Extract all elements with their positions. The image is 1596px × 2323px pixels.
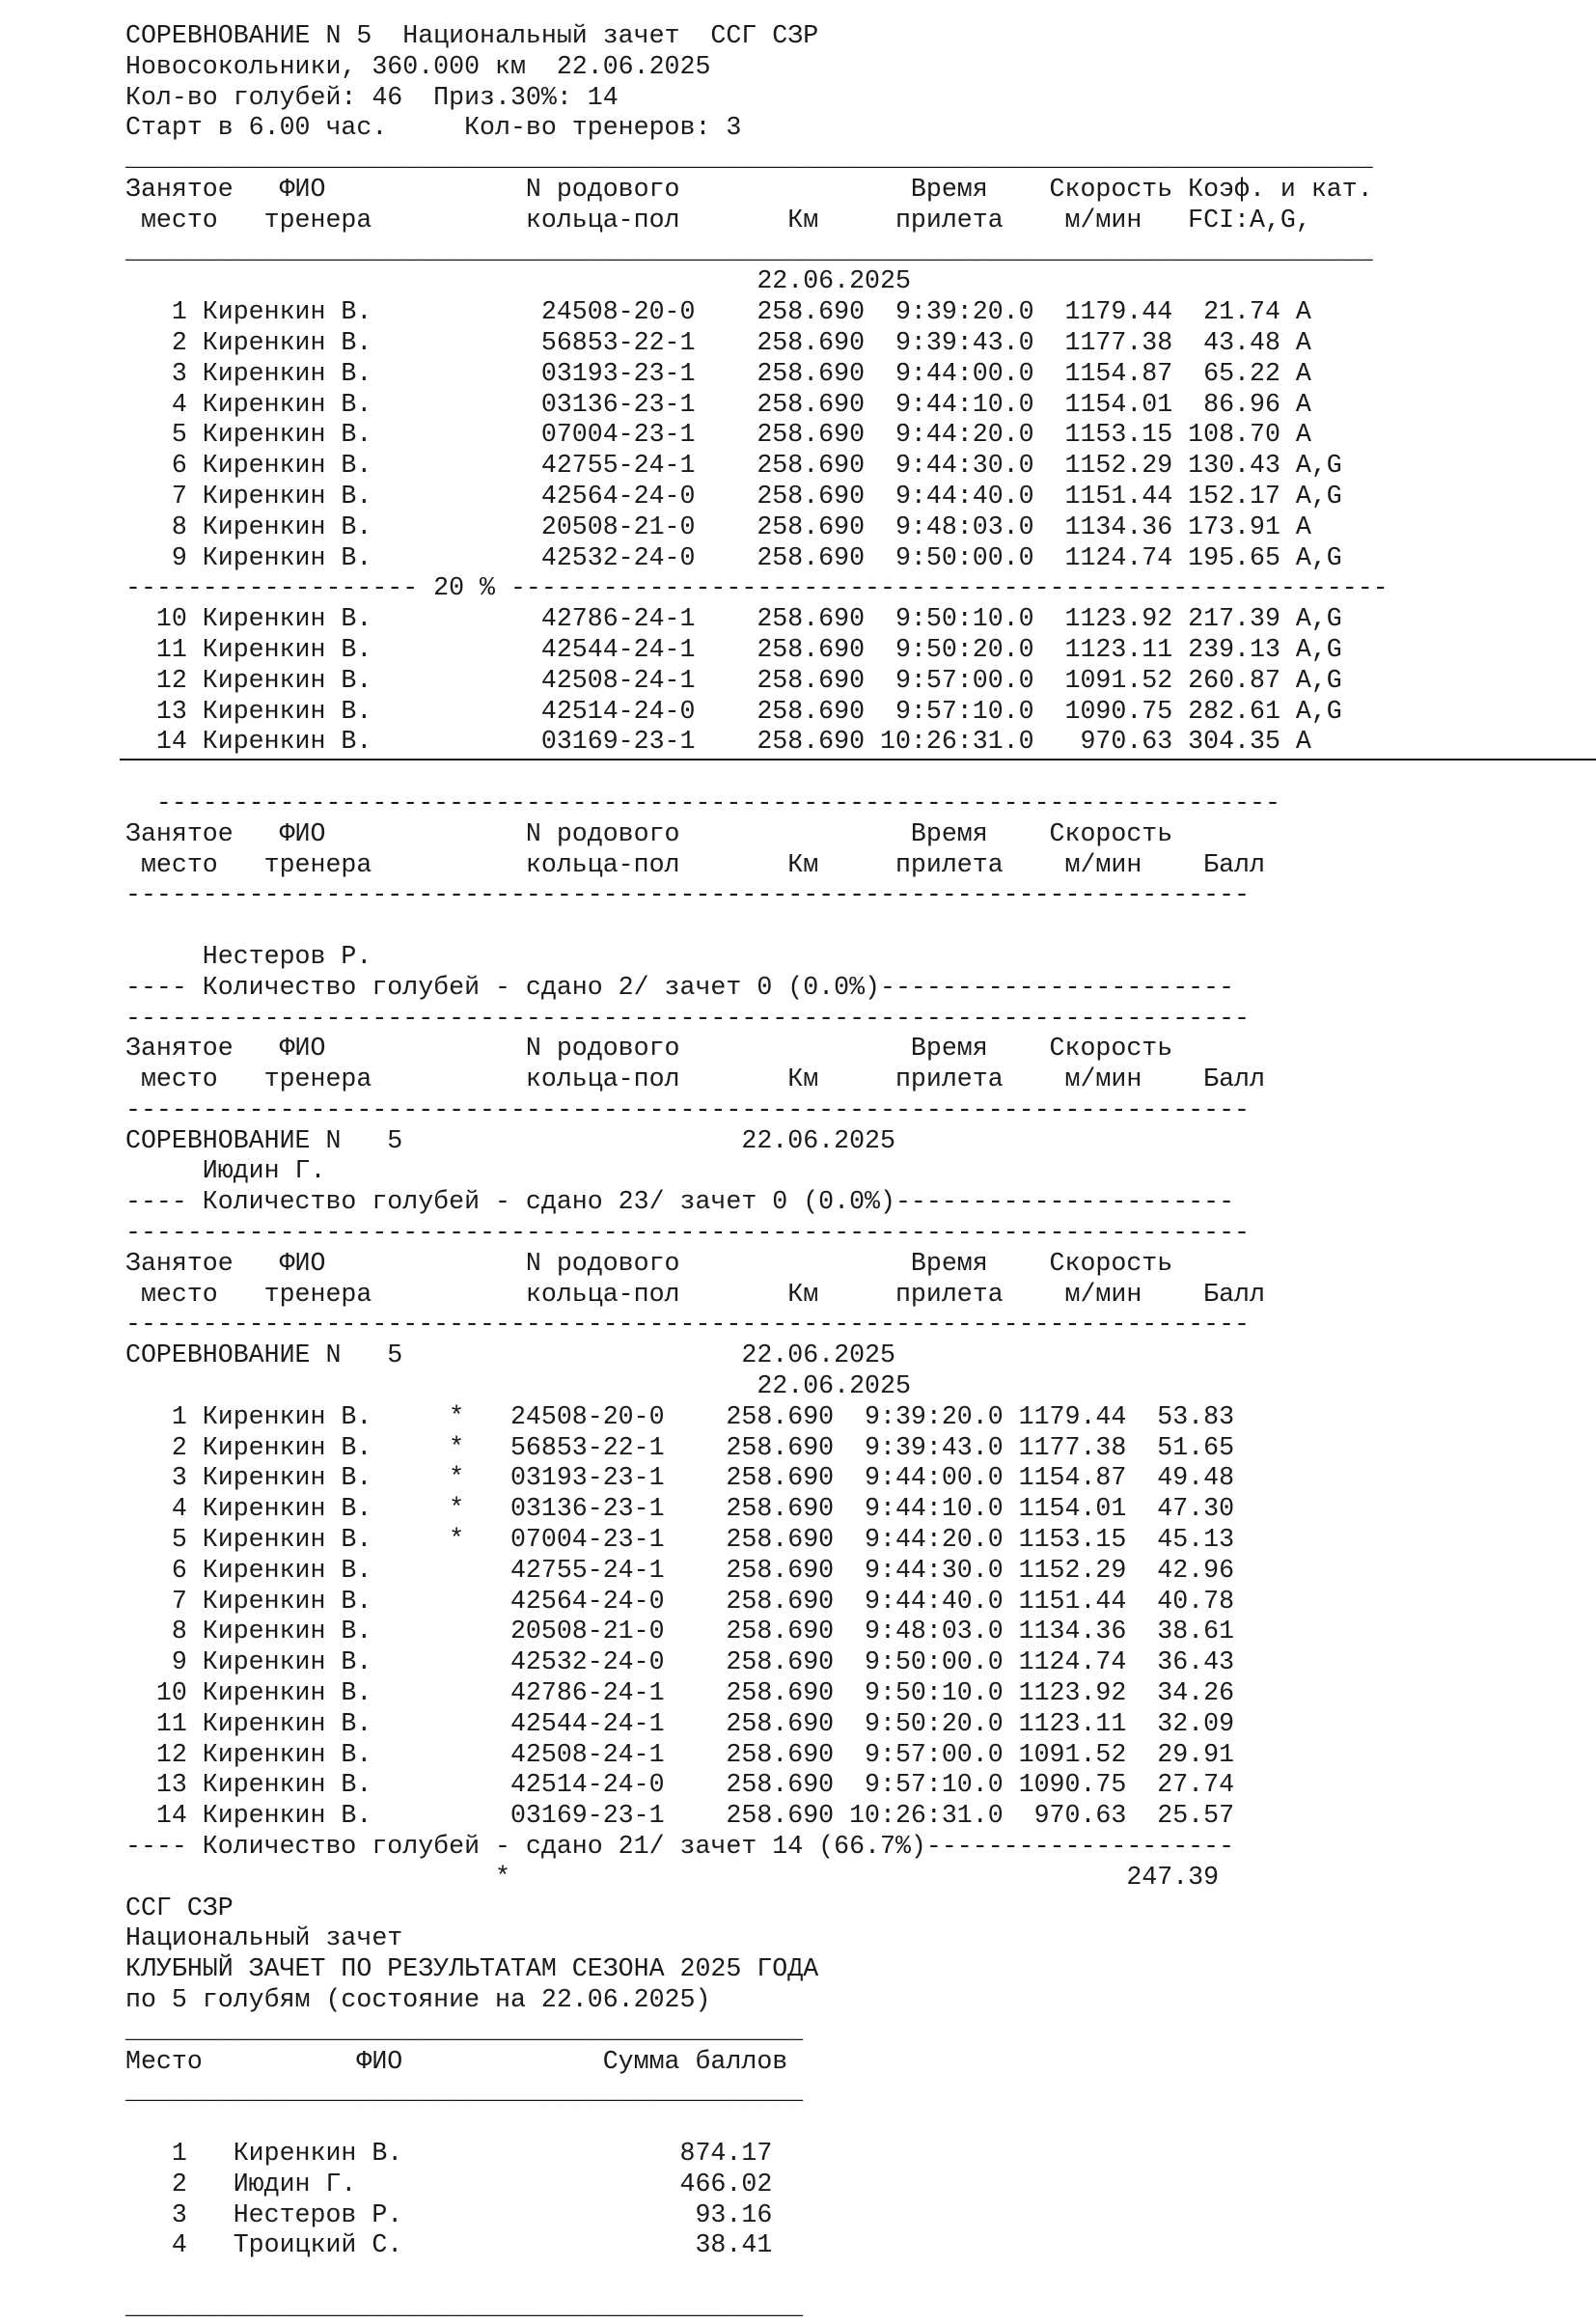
report-line: 1 Киренкин В. * 24508-20-0 258.690 9:39:20.0 1179.44 53.83 bbox=[125, 1401, 1235, 1431]
report-line: место тренера кольца-пол Км прилета м/мин Балл bbox=[125, 1279, 1265, 1309]
report-line: ------------------------------------------------------------------------- bbox=[125, 1003, 1250, 1033]
report-line: Старт в 6.00 час. Кол-во тренеров: 3 bbox=[125, 113, 742, 143]
report-line: 14 Киренкин В. 03169-23-1 258.690 10:26:31.0 970.63 304.35 A bbox=[125, 727, 1311, 757]
report-line: 5 Киренкин В. 07004-23-1 258.690 9:44:20.0 1153.15 108.70 A bbox=[125, 420, 1311, 450]
report-line: ---- Количество голубей - сдано 23/ зачет 0 (0.0%)---------------------- bbox=[125, 1187, 1235, 1217]
report-line: Занятое ФИО N родового Время Скорость bbox=[125, 1034, 1173, 1064]
report-line bbox=[125, 2261, 1389, 2292]
report-line: 4 Киренкин В. * 03136-23-1 258.690 9:44:10.0 1154.01 47.30 bbox=[125, 1494, 1235, 1524]
report-line: СОРЕВНОВАНИЕ N 5 22.06.2025 bbox=[125, 1341, 895, 1370]
report-line: ------------------- 20 % --------------------------------------------------------- bbox=[125, 573, 1389, 603]
report-line: место тренера кольца-пол Км прилета м/мин Балл bbox=[125, 849, 1265, 879]
report-line: 12 Киренкин В. 42508-24-1 258.690 9:57:00.0 1091.52 260.87 A,G bbox=[125, 665, 1342, 695]
report-line: 22.06.2025 bbox=[125, 1371, 911, 1401]
report-line: по 5 голубям (состояние на 22.06.2025) bbox=[125, 1985, 711, 2014]
report-line: Июдин Г. bbox=[125, 1156, 326, 1186]
report-line: ------------------------------------------------------------------------- bbox=[125, 1218, 1250, 1248]
report-line: КЛУБНЫЙ ЗАЧЕТ ПО РЕЗУЛЬТАТАМ СЕЗОНА 2025 ГОДА bbox=[125, 1954, 819, 1984]
report-line: ССГ СЗР bbox=[125, 1893, 234, 1922]
report-line: 22.06.2025 bbox=[125, 266, 911, 296]
report-line: 9 Киренкин В. 42532-24-0 258.690 9:50:00.0 1124.74 36.43 bbox=[125, 1647, 1235, 1677]
report-line bbox=[125, 758, 1389, 788]
report-line: ------------------------------------------------------------------------- bbox=[125, 1094, 1250, 1124]
report-line: 3 Киренкин В. 03193-23-1 258.690 9:44:00.0 1154.87 65.22 A bbox=[125, 358, 1311, 388]
report-line: ---- Количество голубей - сдано 21/ зачет 14 (66.7%)-------------------- bbox=[125, 1832, 1235, 1862]
report-line: ------------------------------------------------------------------------- bbox=[125, 788, 1280, 817]
report-line: 7 Киренкин В. 42564-24-0 258.690 9:44:40.0 1151.44 152.17 A,G bbox=[125, 481, 1342, 511]
report-line: 4 Киренкин В. 03136-23-1 258.690 9:44:10.0 1154.01 86.96 A bbox=[125, 389, 1311, 419]
report-line: Кол-во голубей: 46 Приз.30%: 14 bbox=[125, 82, 619, 112]
report-line: 6 Киренкин В. 42755-24-1 258.690 9:44:30.0 1152.29 42.96 bbox=[125, 1555, 1235, 1585]
report-line: _________________________________________________________________________________ bbox=[125, 144, 1373, 174]
report-line bbox=[125, 2108, 1389, 2139]
report-line bbox=[125, 911, 1389, 942]
report-line: 4 Троицкий С. 38.41 bbox=[125, 2230, 773, 2260]
report-line: Место ФИО Сумма баллов bbox=[125, 2046, 788, 2076]
report-line: 12 Киренкин В. 42508-24-1 258.690 9:57:00.0 1091.52 29.91 bbox=[125, 1739, 1235, 1769]
report-line: Национальный зачет bbox=[125, 1923, 403, 1953]
report-line: Новосокольники, 360.000 км 22.06.2025 bbox=[125, 51, 711, 81]
report-line: 2 Киренкин В. * 56853-22-1 258.690 9:39:43.0 1177.38 51.65 bbox=[125, 1432, 1235, 1462]
report-line: 11 Киренкин В. 42544-24-1 258.690 9:50:20.0 1123.11 32.09 bbox=[125, 1708, 1235, 1738]
report-line: ---- Количество голубей - сдано 2/ зачет 0 (0.0%)----------------------- bbox=[125, 972, 1235, 1002]
report-line: 2 Июдин Г. 466.02 bbox=[125, 2169, 773, 2199]
report-line: * 247.39 bbox=[125, 1862, 1220, 1892]
report-line: ____________________________________________ bbox=[125, 2291, 804, 2321]
report-line: 7 Киренкин В. 42564-24-0 258.690 9:44:40.0 1151.44 40.78 bbox=[125, 1586, 1235, 1616]
report-line: 1 Киренкин В. 24508-20-0 258.690 9:39:20.0 1179.44 21.74 A bbox=[125, 297, 1311, 327]
report-line: место тренера кольца-пол Км прилета м/мин Балл bbox=[125, 1065, 1265, 1094]
report-line: СОРЕВНОВАНИЕ N 5 22.06.2025 bbox=[125, 1125, 895, 1155]
report-line: Занятое ФИО N родового Время Скорость Коэф. и кат. bbox=[125, 174, 1373, 204]
page-separator-line bbox=[120, 759, 1596, 761]
report-line: 13 Киренкин В. 42514-24-0 258.690 9:57:10.0 1090.75 282.61 A,G bbox=[125, 696, 1342, 726]
report-line: ____________________________________________ bbox=[125, 2015, 804, 2045]
report-line: Занятое ФИО N родового Время Скорость bbox=[125, 1248, 1173, 1278]
report-line: _________________________________________________________________________________ bbox=[125, 235, 1373, 265]
report-line: 14 Киренкин В. 03169-23-1 258.690 10:26:31.0 970.63 25.57 bbox=[125, 1801, 1235, 1831]
report-line: ____________________________________________ bbox=[125, 2077, 804, 2107]
report-line: СОРЕВНОВАНИЕ N 5 Национальный зачет ССГ СЗР bbox=[125, 21, 819, 50]
report-line: Занятое ФИО N родового Время Скорость bbox=[125, 818, 1173, 848]
report-line: ------------------------------------------------------------------------- bbox=[125, 1310, 1250, 1340]
report-line: 3 Нестеров Р. 93.16 bbox=[125, 2199, 773, 2229]
report-line: 8 Киренкин В. 20508-21-0 258.690 9:48:03.0 1134.36 38.61 bbox=[125, 1617, 1235, 1646]
report-line: 6 Киренкин В. 42755-24-1 258.690 9:44:30.0 1152.29 130.43 A,G bbox=[125, 451, 1342, 481]
report-line: 10 Киренкин В. 42786-24-1 258.690 9:50:10.0 1123.92 217.39 A,G bbox=[125, 604, 1342, 634]
report-line: 5 Киренкин В. * 07004-23-1 258.690 9:44:20.0 1153.15 45.13 bbox=[125, 1525, 1235, 1555]
report-line: 2 Киренкин В. 56853-22-1 258.690 9:39:43.0 1177.38 43.48 A bbox=[125, 327, 1311, 357]
report-line: место тренера кольца-пол Км прилета м/мин FCI:A,G, bbox=[125, 205, 1311, 235]
report-document bbox=[125, 21, 1389, 2323]
report-line: 8 Киренкин В. 20508-21-0 258.690 9:48:03.0 1134.36 173.91 A bbox=[125, 512, 1311, 541]
report-line: 9 Киренкин В. 42532-24-0 258.690 9:50:00.0 1124.74 195.65 A,G bbox=[125, 542, 1342, 572]
report-line: 1 Киренкин В. 874.17 bbox=[125, 2138, 773, 2168]
report-line: 10 Киренкин В. 42786-24-1 258.690 9:50:10.0 1123.92 34.26 bbox=[125, 1678, 1235, 1708]
report-line: Нестеров Р. bbox=[125, 941, 372, 971]
report-line: ------------------------------------------------------------------------- bbox=[125, 880, 1250, 910]
report-line: 13 Киренкин В. 42514-24-0 258.690 9:57:10.0 1090.75 27.74 bbox=[125, 1770, 1235, 1800]
report-line: 11 Киренкин В. 42544-24-1 258.690 9:50:20.0 1123.11 239.13 A,G bbox=[125, 634, 1342, 664]
report-line: 3 Киренкин В. * 03193-23-1 258.690 9:44:00.0 1154.87 49.48 bbox=[125, 1463, 1235, 1493]
